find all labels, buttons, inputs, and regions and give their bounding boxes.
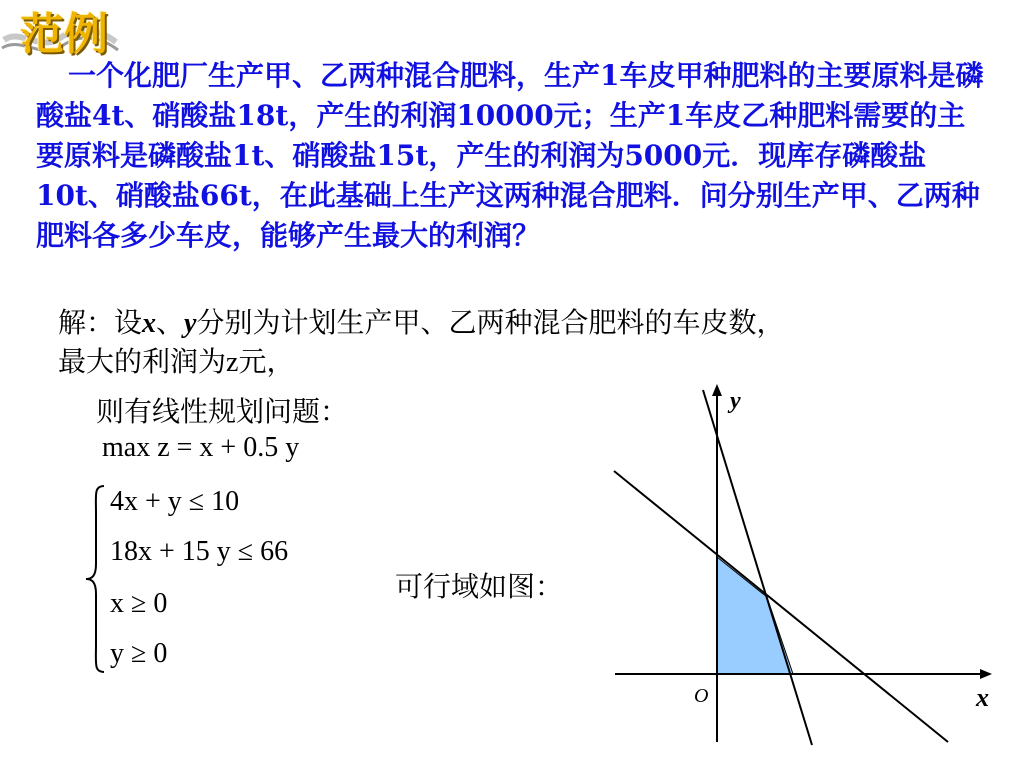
page-title: 范例 [20, 9, 108, 60]
profit-suffix: 元， [238, 345, 295, 378]
x-axis-arrow-icon [980, 669, 992, 679]
problem-statement: 一个化肥厂生产甲、乙两种混合肥料，生产1车皮甲种肥料的主要原料是磷酸盐4t、硝酸盐18t，产生的利润10000元；生产1车皮乙种肥料需要的主要原料是磷酸盐1t、硝酸盐15t，产生的利润为5000元．现库存磷酸盐10t、硝酸盐66t，在此基础上生产这两种混合肥料．问分别生产甲、乙两种肥料各多少车皮，能够产生最大的利润？ [36, 59, 984, 252]
y-axis-arrow-icon [712, 384, 722, 396]
lp-intro: 则有线性规划问题： [96, 395, 349, 428]
profit-prefix: 最大的利润为 [58, 345, 227, 378]
feasible-region-label: 可行域如图： [395, 570, 564, 603]
y-axis-label: y [730, 388, 741, 414]
variable-z: z [226, 347, 239, 378]
constraint-4: y ≥ 0 [110, 638, 168, 669]
x-axis-label: x [976, 683, 989, 712]
constraint-2: 18x + 15 y ≤ 66 [110, 536, 289, 567]
constraint-3: x ≥ 0 [110, 588, 168, 619]
solution-prefix: 解：设 [58, 306, 143, 339]
origin-label: O [694, 685, 709, 707]
constraint-line-18x-15y [614, 471, 948, 742]
constraint-1: 4x + y ≤ 10 [110, 486, 240, 517]
feasible-region [717, 557, 793, 674]
solution-suffix: 分别为计划生产甲、乙两种混合肥料的车皮数， [196, 306, 785, 339]
variable-y: y [184, 308, 197, 339]
variable-x: x [142, 308, 157, 339]
objective-function: max z = x + 0.5 y [102, 432, 300, 463]
separator: 、 [156, 306, 185, 339]
